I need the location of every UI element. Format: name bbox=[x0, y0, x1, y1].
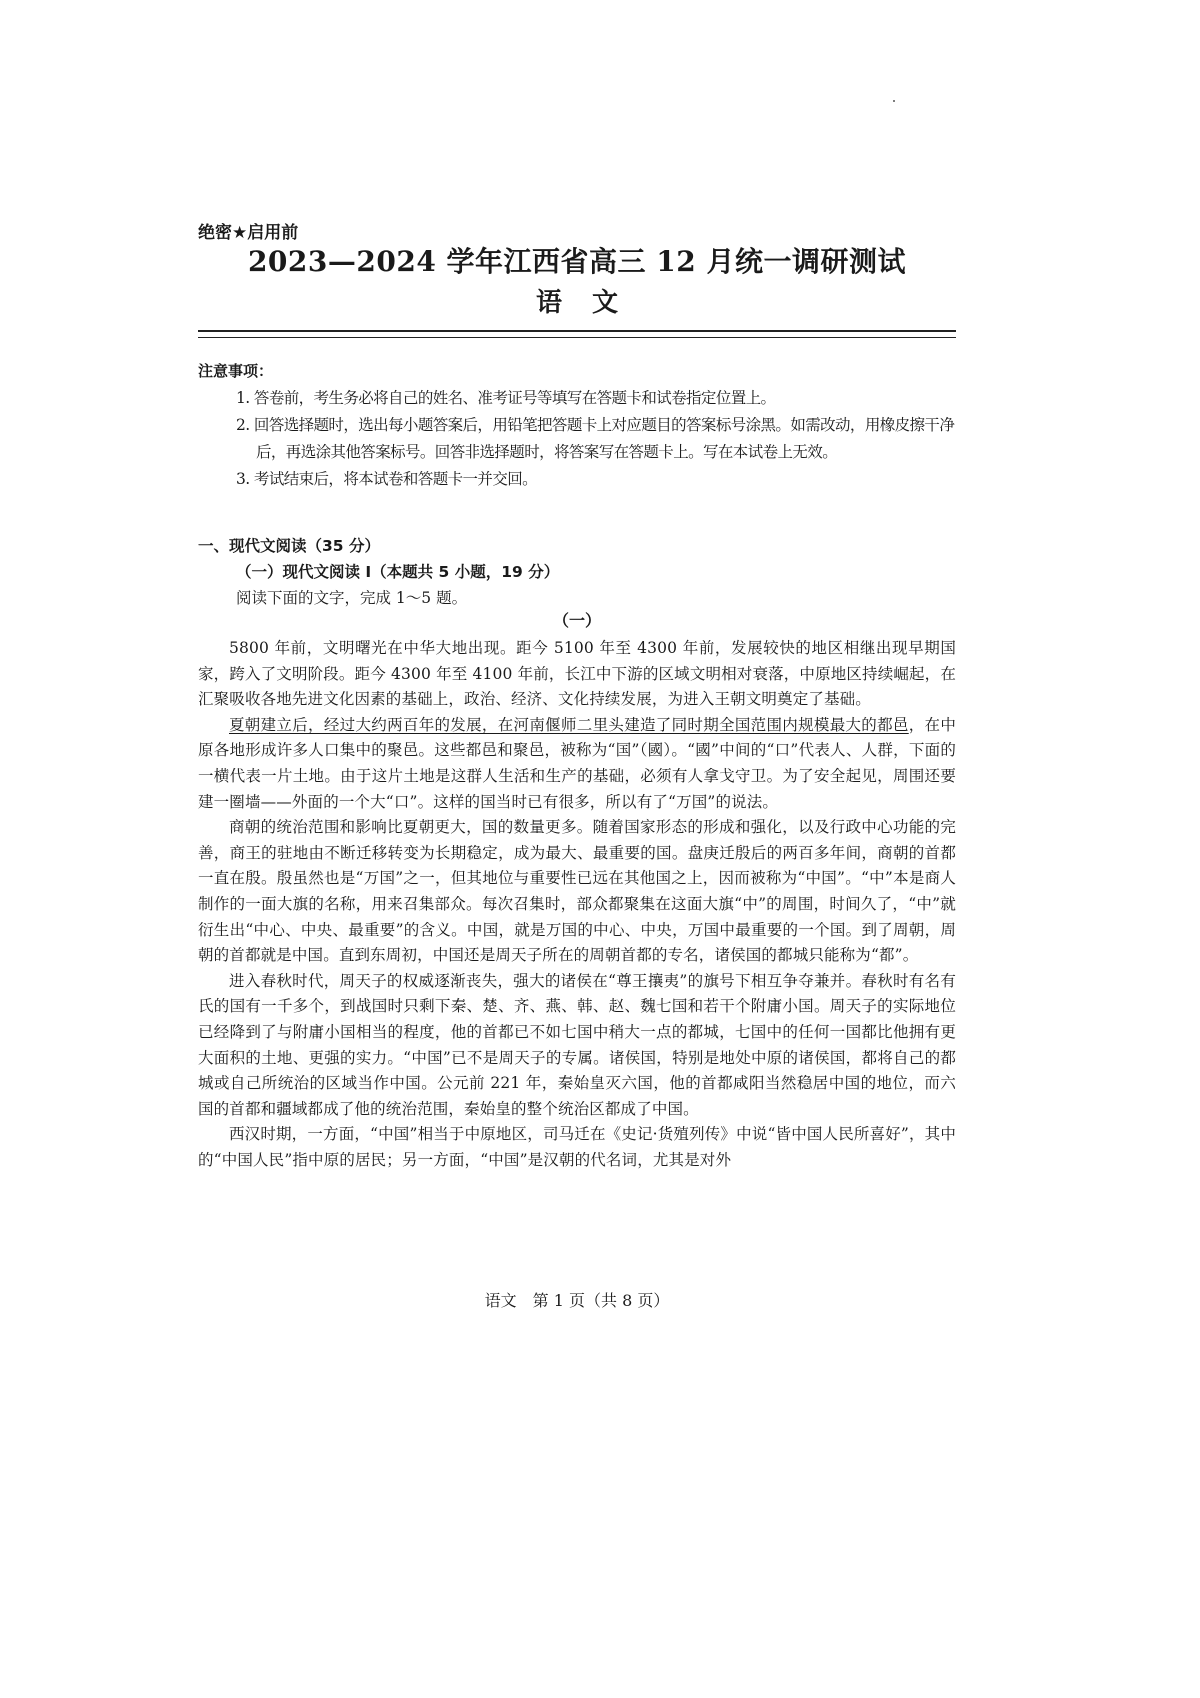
paragraph-continuation: ，在中原各地形成许多人口集中的聚邑。这些都邑和聚邑，被称为“国”（國）。“國”中间的“口”代表人、人群，下面的一横代表一片土地。由于这片土地是这群人生活和生产的基础，必须有人拿戈守卫。为了安全起见，周围还要建一圈墙——外面的一个大“口”。这样的国当时已有很多，所以有了“万国”的说法。 bbox=[198, 715, 956, 811]
notice-heading: 注意事项： bbox=[198, 362, 274, 380]
subject-title: 语文 bbox=[535, 288, 648, 318]
reading-passage bbox=[198, 636, 956, 1173]
notice-item: 2. 回答选择题时，选出每小题答案后，用铅笔把答题卡上对应题目的答案标号涂黑。如需改动，用橡皮擦干净后，再选涂其他答案标号。回答非选择题时，将答案写在答题卡上。写在本试卷上无效。 bbox=[236, 416, 955, 461]
passage-paragraph bbox=[198, 713, 956, 815]
passage-number: （一） bbox=[552, 611, 601, 630]
passage-paragraph: 西汉时期，一方面，“中国”相当于中原地区，司马迁在《史记·货殖列传》中说“皆中国人民所喜好”，其中的“中国人民”指中原的居民；另一方面，“中国”是汉朝的代名词，尤其是对外 bbox=[198, 1125, 956, 1169]
passage-paragraph: 5800 年前，文明曙光在中华大地出现。距今 5100 年至 4300 年前，发展较快的地区相继出现早期国家，跨入了文明阶段。距今 4300 年至 4100 年前，长江中下游的区域文明相对衰落，中原地区持续崛起，在汇聚吸收各地先进文化因素的基础上，政治、经济、文化持续发展，为进入王朝文明奠定了基础。 bbox=[198, 639, 956, 709]
notice-item: 3. 考试结束后，将本试卷和答题卡一并交回。 bbox=[236, 470, 538, 488]
section-heading: 一、现代文阅读（35 分） bbox=[198, 537, 380, 555]
underlined-sentence: 夏朝建立后，经过大约两百年的发展，在河南偃师二里头建造了同时期全国范围内规模最大的都邑 bbox=[229, 715, 909, 734]
title-divider bbox=[198, 330, 956, 338]
reading-instruction: 阅读下面的文字，完成 1～5 题。 bbox=[236, 589, 468, 607]
scan-speck bbox=[893, 100, 895, 102]
subsection-heading: （一）现代文阅读 I（本题共 5 小题，19 分） bbox=[236, 563, 560, 581]
passage-paragraph: 进入春秋时代，周天子的权威逐渐丧失，强大的诸侯在“尊王攘夷”的旗号下相互争夺兼并。春秋时有名有氏的国有一千多个，到战国时只剩下秦、楚、齐、燕、韩、赵、魏七国和若干个附庸小国。周天子的实际地位已经降到了与附庸小国相当的程度，他的首都已不如七国中稍大一点的都城，七国中的任何一国都比他拥有更大面积的土地、更强的实力。“中国”已不是周天子的专属。诸侯国，特别是地处中原的诸侯国，都将自己的都城或自己所统治的区域当作中国。公元前 221 年，秦始皇灭六国，他的首都咸阳当然稳居中国的地位，而六国的首都和疆域都成了他的统治范围，秦始皇的整个统治区都成了中国。 bbox=[198, 971, 956, 1118]
confidentiality-mark: 绝密★启用前 bbox=[198, 223, 299, 243]
page-footer: 语文 第 1 页（共 8 页） bbox=[484, 1291, 670, 1310]
notice-block bbox=[198, 358, 958, 493]
notice-item: 1. 答卷前，考生务必将自己的姓名、准考证号等填写在答题卡和试卷指定位置上。 bbox=[236, 389, 776, 407]
passage-paragraph: 商朝的统治范围和影响比夏朝更大，国的数量更多。随着国家形态的形成和强化，以及行政中心功能的完善，商王的驻地由不断迁移转变为长期稳定，成为最大、最重要的国。盘庚迁殷后的两百多年间，商朝的首都一直在殷。殷虽然也是“万国”之一，但其地位与重要性已远在其他国之上，因而被称为“中国”。“中”本是商人制作的一面大旗的名称，用来召集部众。每次召集时，部众都聚集在这面大旗“中”的周围，时间久了，“中”就衍生出“中心、中央、最重要”的含义。中国，就是万国的中心、中央，万国中最重要的一个国。到了周朝，周朝的首都就是中国。直到东周初，中国还是周天子所在的周朝首都的专名，诸侯国的都城只能称为“都”。 bbox=[198, 818, 956, 965]
exam-title: 2023—2024 学年江西省高三 12 月统一调研测试 bbox=[247, 245, 907, 278]
